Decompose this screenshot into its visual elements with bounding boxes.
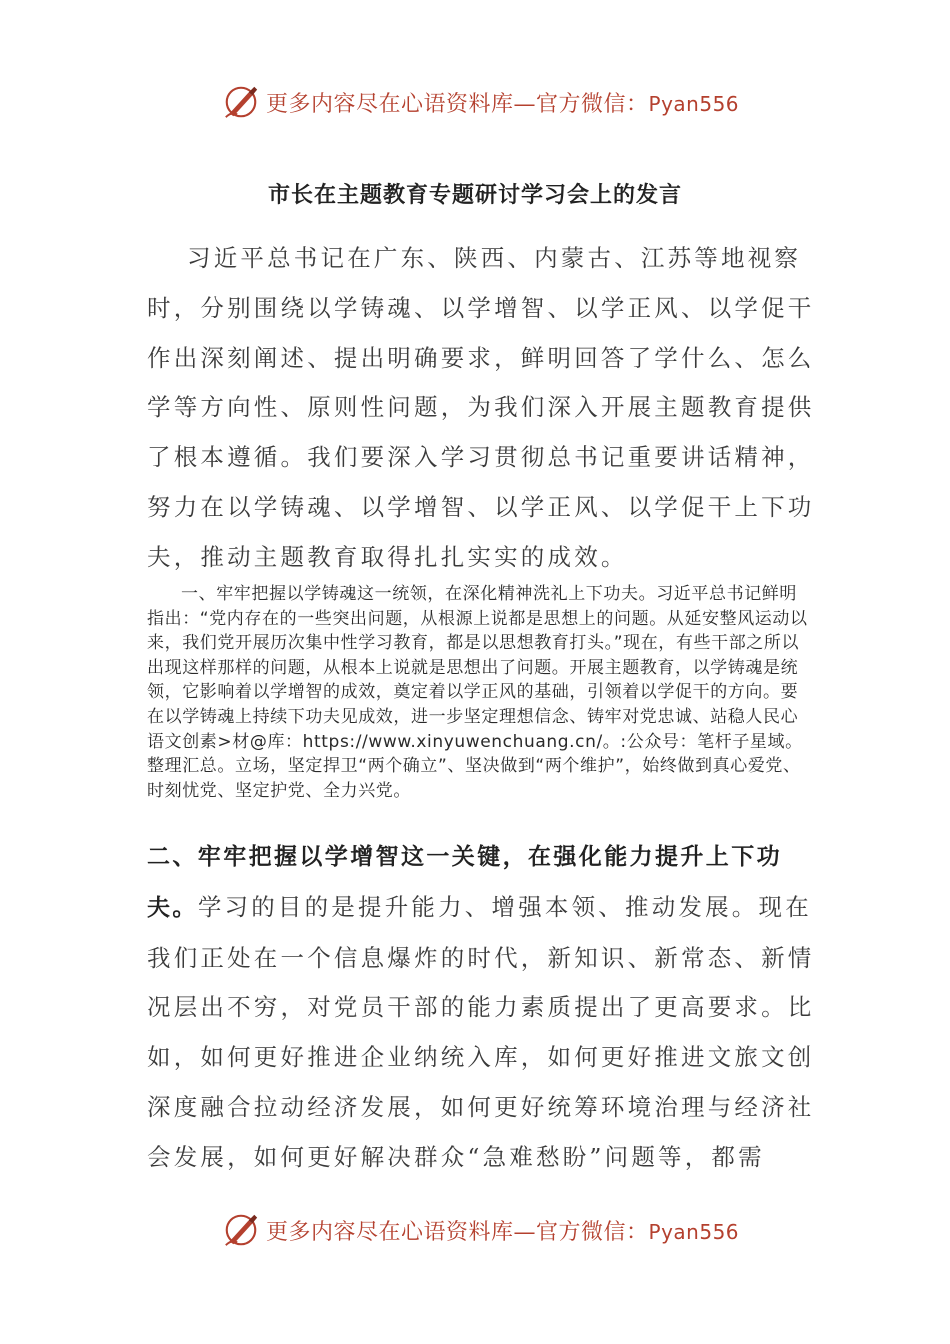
- banner-text: 更多内容尽在心语资料库—官方微信：Pyan556: [266, 1219, 740, 1245]
- pen-logo-icon: [222, 1211, 260, 1249]
- section-two-body: 学习的目的是提升能力、增强本领、推动发展。现在我们正处在一个信息爆炸的时代，新知识、新常态、新情况层出不穷，对党员干部的能力素质提出了更高要求。比如，如何更好推进企业纳统入库，如何更好推进文旅文创深度融合拉动经济发展，如何更好统筹环境治理与经济社会发展，如何更好解决群众“急难愁盼”问题等，都需: [147, 892, 815, 1171]
- footer-watermark-banner: [222, 1210, 739, 1250]
- header-watermark-banner: [222, 82, 739, 122]
- document-title: 市长在主题教育专题研讨学习会上的发言: [267, 183, 682, 208]
- pen-logo-icon: [222, 83, 260, 121]
- banner-text: 更多内容尽在心语资料库—官方微信：Pyan556: [266, 91, 740, 117]
- section-two-heading: 二、牢牢把握以学增智这一关键，在强化能力提升上下功夫。: [147, 844, 782, 921]
- paragraph-section-two: [147, 832, 817, 1183]
- paragraph-intro: 习近平总书记在广东、陕西、内蒙古、江苏等地视察时，分别围绕以学铸魂、以学增智、以学正风、以学促干作出深刻阐述、提出明确要求，鲜明回答了学什么、怎么学等方向性、原则性问题，为我们深入开展主题教育提供了根本遵循。我们要深入学习贯彻总书记重要讲话精神，努力在以学铸魂、以学增智、以学正风、以学促干上下功夫，推动主题教育取得扎扎实实的成效。: [147, 244, 815, 571]
- paragraph-section-one: 一、牢牢把握以学铸魂这一统领，在深化精神洗礼上下功夫。习近平总书记鲜明指出：“党内存在的一些突出问题，从根源上说都是思想上的问题。从延安整风运动以来，我们党开展历次集中性学习教育，都是以思想教育打头。”现在，有些干部之所以出现这样那样的问题，从根本上说就是思想出了问题。开展主题教育，以学铸魂是统领，它影响着以学增智的成效，奠定着以学正风的基础，引领着以学促干的方向。要在以学铸魂上持续下功夫见成效，进一步坚定理想信念、铸牢对党忠诚、站稳人民心语文创素>材@库：https://www.xinyuwenchuang.cn/。:公众号：笔杆子星域。整理汇总。立场，坚定捍卫“两个确立”、坚决做到“两个维护”，始终做到真心爱党、时刻忧党、坚定护党、全力兴党。: [147, 584, 808, 801]
